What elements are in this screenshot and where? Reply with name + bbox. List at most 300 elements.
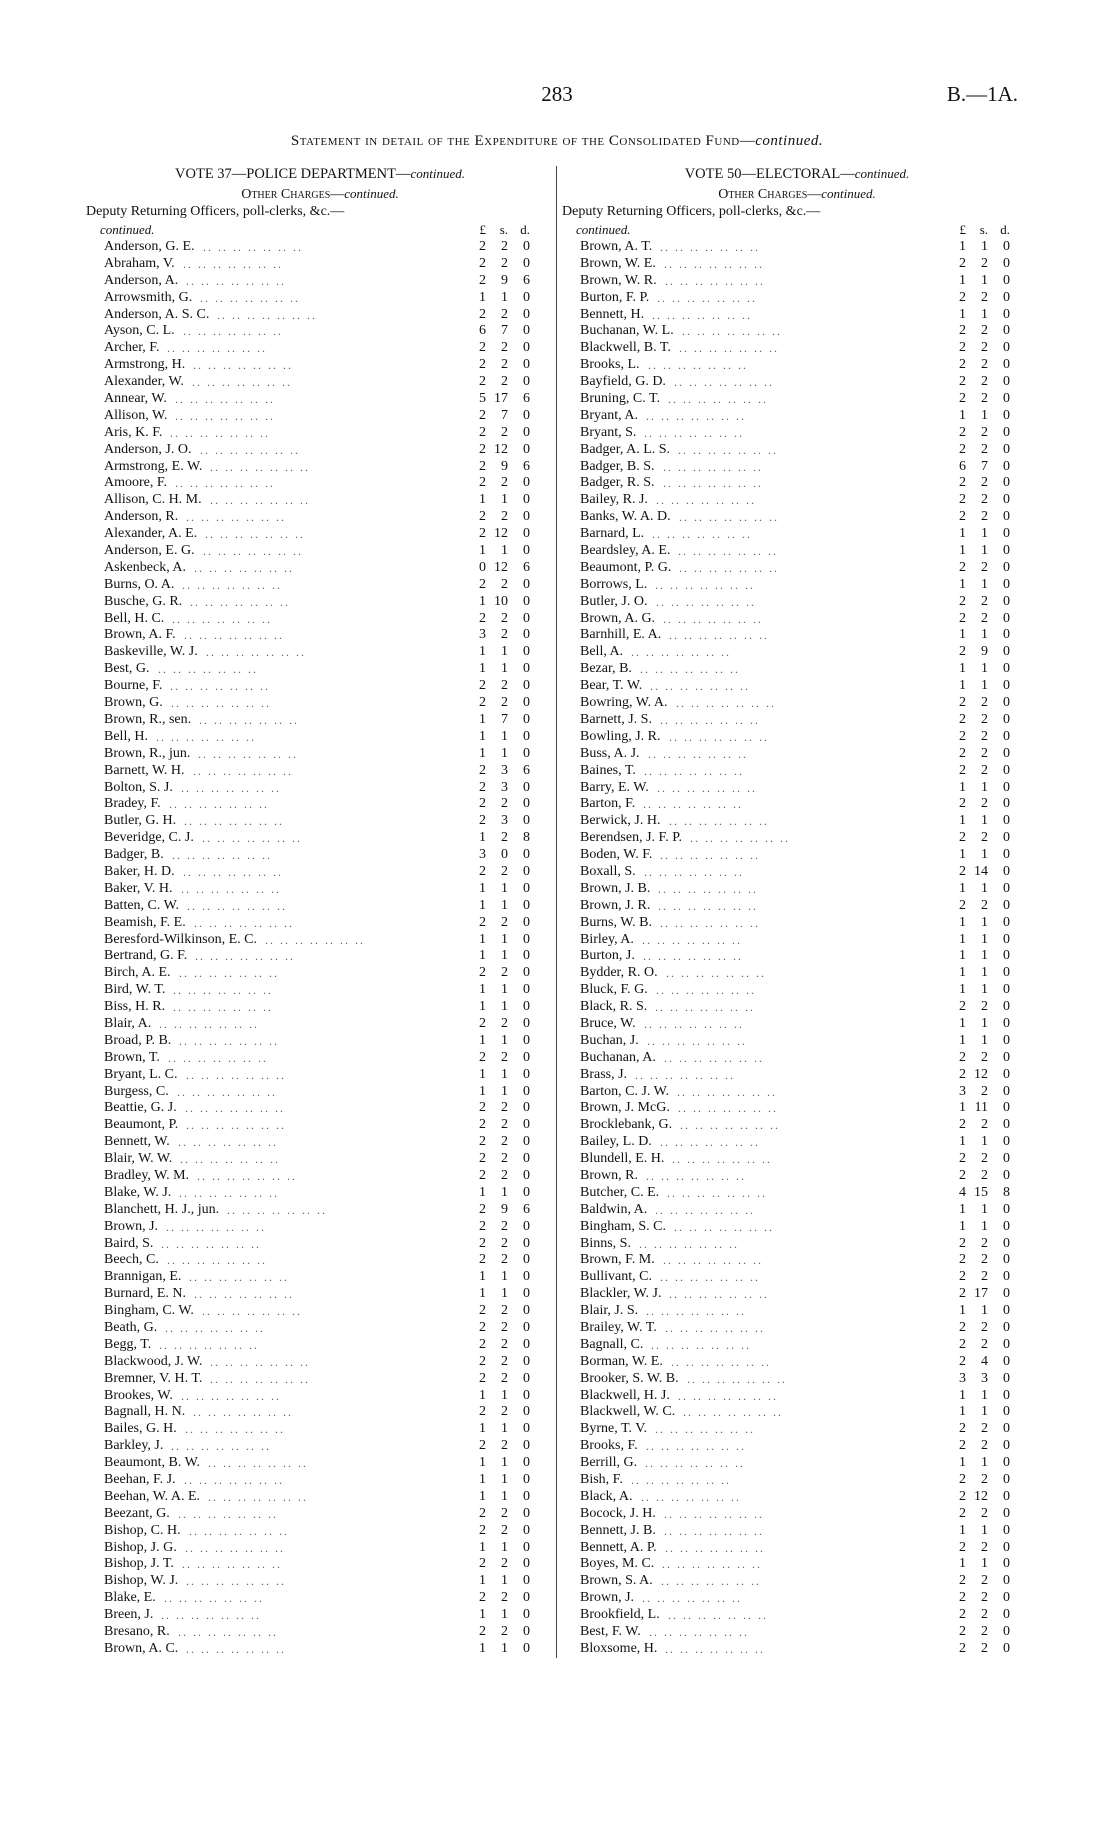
shillings-value: 2 xyxy=(501,1353,508,1369)
shillings-value: 2 xyxy=(501,340,508,356)
pence-value: 0 xyxy=(523,1184,530,1200)
table-row xyxy=(86,1303,554,1320)
leader-dots: .. .. .. .. .. .. .. xyxy=(165,1321,265,1335)
pounds-value: 2 xyxy=(479,1370,486,1386)
entry-name: Anderson, E. G. xyxy=(104,543,195,559)
table-row xyxy=(86,627,554,644)
pence-value: 0 xyxy=(1003,306,1010,322)
shillings-value: 9 xyxy=(501,272,508,288)
pence-value: 0 xyxy=(523,407,530,423)
pence-value: 6 xyxy=(523,272,530,288)
pence-value: 8 xyxy=(1003,1184,1010,1200)
shillings-value: 2 xyxy=(501,695,508,711)
entry-name: Bryant, S. xyxy=(580,424,637,440)
table-row xyxy=(562,1573,1032,1590)
leader-dots: .. .. .. .. .. .. .. xyxy=(171,1439,271,1454)
leader-dots: .. .. .. .. .. .. .. xyxy=(161,1608,261,1623)
table-row xyxy=(562,307,1032,324)
pounds-value: 2 xyxy=(479,1167,486,1183)
pence-value: 0 xyxy=(523,340,530,356)
pence-value: 0 xyxy=(1003,1032,1010,1048)
pounds-value: 2 xyxy=(959,559,966,575)
leader-dots: .. .. .. .. .. .. .. xyxy=(655,1202,755,1217)
leader-dots: .. .. .. .. .. .. .. xyxy=(644,864,744,879)
entry-name: Anderson, A. xyxy=(104,272,179,288)
shillings-value: 2 xyxy=(981,1269,988,1285)
pounds-value: 1 xyxy=(959,678,966,694)
shillings-value: 3 xyxy=(501,762,508,778)
table-row xyxy=(562,1590,1032,1607)
pence-value: 0 xyxy=(523,779,530,795)
pence-value: 0 xyxy=(523,239,530,254)
leader-dots: .. .. .. .. .. .. .. xyxy=(672,1152,772,1167)
pence-value: 0 xyxy=(523,1522,530,1538)
entry-name: Begg, T. xyxy=(104,1336,152,1352)
pounds-value: 2 xyxy=(959,289,966,305)
entry-name: Bennett, J. B. xyxy=(580,1522,656,1538)
pounds-value: 2 xyxy=(959,1167,966,1183)
pounds-value: 1 xyxy=(479,289,486,305)
pounds-header: £ xyxy=(959,222,966,237)
table-row xyxy=(562,1050,1032,1067)
entry-name: Borrows, L. xyxy=(580,576,648,592)
pounds-value: 1 xyxy=(959,931,966,947)
pounds-value: 2 xyxy=(959,1624,966,1640)
shillings-value: 1 xyxy=(981,627,988,643)
pounds-value: 2 xyxy=(959,745,966,761)
entry-name: Blackwood, J. W. xyxy=(104,1353,203,1369)
entry-name: Brown, A. C. xyxy=(104,1640,179,1656)
pounds-value: 3 xyxy=(959,1083,966,1099)
table-row xyxy=(86,459,554,476)
table-row xyxy=(562,1033,1032,1050)
table-row xyxy=(86,1489,554,1506)
pounds-value: 2 xyxy=(479,340,486,356)
pounds-value: 2 xyxy=(959,1573,966,1589)
pounds-value: 2 xyxy=(479,1522,486,1538)
entry-name: Bezar, B. xyxy=(580,661,632,677)
pence-value: 6 xyxy=(523,762,530,778)
shillings-value: 1 xyxy=(501,982,508,998)
leader-dots: .. .. .. .. .. .. .. xyxy=(655,577,755,592)
shillings-value: 1 xyxy=(981,1522,988,1538)
pence-value: 0 xyxy=(523,1336,530,1352)
entry-name: Beath, G. xyxy=(104,1320,158,1335)
charges-continued: continued. xyxy=(344,186,399,201)
leader-dots: .. .. .. .. .. .. .. xyxy=(182,577,282,592)
leader-dots: .. .. .. .. .. .. .. xyxy=(199,712,299,727)
entry-name: Armstrong, E. W. xyxy=(104,458,203,474)
pence-value: 0 xyxy=(523,1015,530,1031)
pounds-value: 1 xyxy=(959,526,966,542)
entry-name: Barry, E. W. xyxy=(580,779,649,795)
pence-value: 0 xyxy=(523,1573,530,1589)
leader-dots: .. .. .. .. .. .. .. xyxy=(660,848,760,863)
pounds-value: 0 xyxy=(479,559,486,575)
pence-value: 0 xyxy=(1003,357,1010,373)
shillings-value: 12 xyxy=(494,441,508,457)
entry-name: Buchanan, A. xyxy=(580,1049,656,1065)
pence-header: d. xyxy=(520,222,530,237)
pounds-value: 2 xyxy=(959,1640,966,1656)
pence-value: 0 xyxy=(523,576,530,592)
leader-dots: .. .. .. .. .. .. .. xyxy=(680,1118,780,1133)
leader-dots: .. .. .. .. .. .. .. xyxy=(206,645,306,660)
pounds-value: 2 xyxy=(959,323,966,339)
pence-value: 0 xyxy=(523,1252,530,1268)
table-row xyxy=(562,1117,1032,1134)
pence-value: 0 xyxy=(1003,1505,1010,1521)
entry-name: Alexander, W. xyxy=(104,374,184,390)
entry-name: Bloxsome, H. xyxy=(580,1640,658,1656)
table-row xyxy=(86,948,554,965)
pounds-value: 1 xyxy=(479,931,486,947)
entry-name: Boden, W. F. xyxy=(580,847,653,863)
shillings-value: 2 xyxy=(981,1590,988,1606)
leader-dots: .. .. .. .. .. .. .. xyxy=(175,392,275,407)
shillings-value: 2 xyxy=(501,239,508,254)
statement-continued: continued. xyxy=(755,133,824,149)
pounds-value: 1 xyxy=(959,1015,966,1031)
pounds-value: 2 xyxy=(479,1049,486,1065)
pence-value: 0 xyxy=(523,1556,530,1572)
shillings-value: 12 xyxy=(974,1488,988,1504)
table-row xyxy=(562,459,1032,476)
pence-value: 6 xyxy=(523,1201,530,1217)
entry-name: Baird, S. xyxy=(104,1235,154,1251)
entry-name: Busche, G. R. xyxy=(104,593,183,609)
table-row xyxy=(86,1269,554,1286)
pence-value: 0 xyxy=(523,728,530,744)
leader-dots: .. .. .. .. .. .. .. xyxy=(210,493,310,508)
leader-dots: .. .. .. .. .. .. .. xyxy=(639,1236,739,1251)
shillings-value: 2 xyxy=(981,1573,988,1589)
leader-dots: .. .. .. .. .. .. .. xyxy=(647,1033,747,1048)
shillings-value: 2 xyxy=(501,830,508,846)
table-row xyxy=(562,780,1032,797)
pence-value: 0 xyxy=(1003,593,1010,609)
entry-name: Brooker, S. W. B. xyxy=(580,1370,679,1386)
pounds-value: 2 xyxy=(959,1505,966,1521)
leader-dots: .. .. .. .. .. .. .. xyxy=(644,763,744,778)
pounds-value: 2 xyxy=(959,1117,966,1133)
entry-name: Brown, S. A. xyxy=(580,1573,653,1589)
leader-dots: .. .. .. .. .. .. .. xyxy=(664,1523,764,1538)
table-row xyxy=(562,1134,1032,1151)
table-row xyxy=(562,1556,1032,1573)
pounds-value: 1 xyxy=(959,813,966,829)
pence-value: 0 xyxy=(523,543,530,559)
leader-dots: .. .. .. .. .. .. .. xyxy=(183,324,283,339)
entry-name: Brown, T. xyxy=(104,1049,160,1065)
pence-value: 0 xyxy=(1003,914,1010,930)
table-row xyxy=(86,1219,554,1236)
pounds-value: 1 xyxy=(959,576,966,592)
pounds-value: 2 xyxy=(959,1472,966,1488)
table-row xyxy=(562,425,1032,442)
shillings-value: 2 xyxy=(981,728,988,744)
shillings-value: 2 xyxy=(981,762,988,778)
leader-dots: .. .. .. .. .. .. .. xyxy=(646,1304,746,1319)
leader-dots: .. .. .. .. .. .. .. xyxy=(660,712,760,727)
pounds-value: 2 xyxy=(479,1201,486,1217)
pence-value: 0 xyxy=(1003,863,1010,879)
pounds-value: 2 xyxy=(479,1303,486,1319)
table-row xyxy=(562,864,1032,881)
leader-dots: .. .. .. .. .. .. .. xyxy=(665,1321,765,1335)
table-row xyxy=(562,1252,1032,1269)
entry-name: Bradey, F. xyxy=(104,796,161,812)
shillings-value: 7 xyxy=(501,323,508,339)
section-heading xyxy=(86,203,554,239)
pounds-value: 2 xyxy=(479,863,486,879)
pence-value: 0 xyxy=(523,1218,530,1234)
entry-name: Burton, J. xyxy=(580,948,635,964)
pounds-value: 2 xyxy=(479,306,486,322)
table-row xyxy=(562,1438,1032,1455)
pence-value: 0 xyxy=(1003,1235,1010,1251)
table-row xyxy=(86,881,554,898)
entry-name: Berrill, G. xyxy=(580,1455,638,1471)
leader-dots: .. .. .. .. .. .. .. xyxy=(186,510,286,525)
shillings-value: 2 xyxy=(501,1049,508,1065)
pence-value: 0 xyxy=(523,475,530,491)
table-row xyxy=(86,1506,554,1523)
table-row xyxy=(562,932,1032,949)
leader-dots: .. .. .. .. .. .. .. xyxy=(667,1185,767,1200)
pence-value: 0 xyxy=(523,863,530,879)
pence-value: 0 xyxy=(1003,239,1010,254)
leader-dots: .. .. .. .. .. .. .. xyxy=(195,949,295,964)
shillings-value: 1 xyxy=(981,239,988,254)
leader-dots: .. .. .. .. .. .. .. xyxy=(678,1101,778,1116)
shillings-value: 2 xyxy=(981,424,988,440)
leader-dots: .. .. .. .. .. .. .. xyxy=(643,949,743,964)
table-row xyxy=(86,1134,554,1151)
shillings-value: 1 xyxy=(981,1556,988,1572)
pounds-value: 1 xyxy=(479,1083,486,1099)
entry-name: Barkley, J. xyxy=(104,1438,164,1454)
shillings-value: 1 xyxy=(501,1286,508,1302)
pence-value: 0 xyxy=(523,306,530,322)
entry-name: Beaumont, P. G. xyxy=(580,559,672,575)
pence-value: 0 xyxy=(1003,1607,1010,1623)
shillings-value: 1 xyxy=(981,1032,988,1048)
pounds-value: 1 xyxy=(959,1303,966,1319)
leader-dots: .. .. .. .. .. .. .. xyxy=(210,1371,310,1386)
shillings-value: 1 xyxy=(981,543,988,559)
entry-name: Bingham, S. C. xyxy=(580,1218,666,1234)
pence-value: 0 xyxy=(523,424,530,440)
entry-name: Bertrand, G. F. xyxy=(104,948,188,964)
shillings-value: 2 xyxy=(981,1539,988,1555)
pence-value: 0 xyxy=(1003,391,1010,407)
shillings-value: 2 xyxy=(501,914,508,930)
vote-title: VOTE 37—POLICE DEPARTMENT— xyxy=(175,166,411,182)
pounds-value: 2 xyxy=(479,424,486,440)
shillings-value: 2 xyxy=(501,1438,508,1454)
pounds-value: 2 xyxy=(479,813,486,829)
table-row xyxy=(562,408,1032,425)
leader-dots: .. .. .. .. .. .. .. xyxy=(202,1304,302,1319)
leader-dots: .. .. .. .. .. .. .. xyxy=(650,679,750,694)
entry-name: Barton, C. J. W. xyxy=(580,1083,670,1099)
pounds-value: 2 xyxy=(479,374,486,390)
pence-value: 0 xyxy=(1003,340,1010,356)
leader-dots: .. .. .. .. .. .. .. xyxy=(227,1202,327,1217)
entry-name: Burns, W. B. xyxy=(580,914,652,930)
shillings-value: 2 xyxy=(501,1100,508,1116)
pence-value: 0 xyxy=(1003,728,1010,744)
pounds-value: 1 xyxy=(479,1269,486,1285)
shillings-value: 1 xyxy=(981,576,988,592)
shillings-value: 1 xyxy=(501,1488,508,1504)
pence-value: 0 xyxy=(523,1066,530,1082)
vote-title: VOTE 50—ELECTORAL— xyxy=(684,166,855,182)
shillings-value: 1 xyxy=(501,745,508,761)
pence-value: 0 xyxy=(523,1235,530,1251)
table-row xyxy=(562,746,1032,763)
leader-dots: .. .. .. .. .. .. .. xyxy=(171,696,271,711)
pence-value: 0 xyxy=(523,1455,530,1471)
pounds-value: 1 xyxy=(959,1100,966,1116)
entry-name: Anderson, R. xyxy=(104,509,179,525)
leader-dots: .. .. .. .. .. .. .. xyxy=(186,1067,286,1082)
pence-value: 0 xyxy=(1003,509,1010,525)
pence-value: 0 xyxy=(523,1505,530,1521)
shillings-value: 1 xyxy=(501,897,508,913)
shillings-value: 2 xyxy=(981,1252,988,1268)
pence-value: 0 xyxy=(1003,678,1010,694)
table-row xyxy=(562,644,1032,661)
pounds-value: 2 xyxy=(959,999,966,1015)
pence-value: 0 xyxy=(523,965,530,981)
section-continued: continued. xyxy=(576,222,631,237)
pounds-value: 1 xyxy=(479,1286,486,1302)
table-row xyxy=(562,898,1032,915)
shillings-value: 1 xyxy=(981,526,988,542)
leader-dots: .. .. .. .. .. .. .. xyxy=(167,1253,267,1268)
entry-name: Allison, C. H. M. xyxy=(104,492,202,508)
pounds-value: 2 xyxy=(959,1269,966,1285)
pence-value: 0 xyxy=(523,1472,530,1488)
leader-dots: .. .. .. .. .. .. .. xyxy=(664,1050,764,1065)
pence-value: 0 xyxy=(1003,982,1010,998)
entry-name: Broad, P. B. xyxy=(104,1032,172,1048)
pounds-value: 2 xyxy=(959,1049,966,1065)
entry-name: Brocklebank, G. xyxy=(580,1117,673,1133)
pounds-value: 2 xyxy=(959,1607,966,1623)
leader-dots: .. .. .. .. .. .. .. xyxy=(217,307,317,322)
entry-name: Bowring, W. A. xyxy=(580,695,668,711)
shillings-value: 2 xyxy=(501,1015,508,1031)
leader-dots: .. .. .. .. .. .. .. xyxy=(663,1253,763,1268)
pounds-value: 1 xyxy=(479,1421,486,1437)
pounds-value: 2 xyxy=(959,1066,966,1082)
entry-name: Bennett, H. xyxy=(580,306,645,322)
leader-dots: .. .. .. .. .. .. .. xyxy=(665,1540,765,1555)
leader-dots: .. .. .. .. .. .. .. xyxy=(660,915,760,930)
pence-value: 0 xyxy=(1003,458,1010,474)
shillings-value: 9 xyxy=(501,458,508,474)
shillings-value: 1 xyxy=(501,999,508,1015)
shillings-value: 2 xyxy=(501,255,508,271)
table-row xyxy=(86,864,554,881)
leader-dots: .. .. .. .. .. .. .. xyxy=(187,898,287,913)
table-row xyxy=(562,1320,1032,1337)
table-row xyxy=(86,1252,554,1269)
shillings-value: 2 xyxy=(501,627,508,643)
leader-dots: .. .. .. .. .. .. .. xyxy=(655,1000,755,1015)
shillings-value: 1 xyxy=(501,1421,508,1437)
pounds-value: 2 xyxy=(959,1151,966,1167)
entry-name: Brookfield, L. xyxy=(580,1607,660,1623)
pounds-value: 2 xyxy=(479,1252,486,1268)
pence-value: 0 xyxy=(523,678,530,694)
shillings-value: 2 xyxy=(981,1624,988,1640)
shillings-value: 1 xyxy=(501,1269,508,1285)
entry-name: Biss, H. R. xyxy=(104,999,166,1015)
shillings-value: 1 xyxy=(501,492,508,508)
shillings-value: 2 xyxy=(981,1640,988,1656)
entry-name: Brown, A. G. xyxy=(580,610,656,626)
leader-dots: .. .. .. .. .. .. .. xyxy=(642,932,742,947)
pence-value: 0 xyxy=(523,526,530,542)
pounds-header: £ xyxy=(479,222,486,237)
leader-dots: .. .. .. .. .. .. .. xyxy=(652,527,752,542)
table-row xyxy=(86,1540,554,1557)
pence-value: 0 xyxy=(523,796,530,812)
pounds-value: 1 xyxy=(479,728,486,744)
table-row xyxy=(562,611,1032,628)
pence-value: 0 xyxy=(523,1539,530,1555)
leader-dots: .. .. .. .. .. .. .. xyxy=(202,831,302,846)
entry-name: Barton, F. xyxy=(580,796,636,812)
shillings-value: 2 xyxy=(981,374,988,390)
entry-name: Buchan, J. xyxy=(580,1032,639,1048)
table-row xyxy=(86,661,554,678)
table-row xyxy=(86,847,554,864)
pence-value: 0 xyxy=(1003,644,1010,660)
pence-value: 0 xyxy=(1003,762,1010,778)
leader-dots: .. .. .. .. .. .. .. xyxy=(161,1236,261,1251)
leader-dots: .. .. .. .. .. .. .. xyxy=(661,1574,761,1589)
table-row xyxy=(86,1286,554,1303)
table-row xyxy=(86,357,554,374)
pounds-value: 2 xyxy=(479,1218,486,1234)
table-row xyxy=(562,678,1032,695)
leader-dots: .. .. .. .. .. .. .. xyxy=(173,1000,273,1015)
pounds-value: 2 xyxy=(959,1488,966,1504)
leader-dots: .. .. .. .. .. .. .. xyxy=(164,1591,264,1606)
leader-dots: .. .. .. .. .. .. .. xyxy=(662,1557,762,1572)
leader-dots: .. .. .. .. .. .. .. xyxy=(203,544,303,559)
pounds-value: 2 xyxy=(959,1353,966,1369)
leader-dots: .. .. .. .. .. .. .. xyxy=(208,1456,308,1471)
leader-dots: .. .. .. .. .. .. .. xyxy=(655,1422,755,1437)
shillings-value: 1 xyxy=(981,847,988,863)
table-row xyxy=(86,915,554,932)
leader-dots: .. .. .. .. .. .. .. xyxy=(166,1219,266,1234)
entry-name: Baker, V. H. xyxy=(104,880,173,896)
pence-value: 0 xyxy=(523,1286,530,1302)
entry-name: Bydder, R. O. xyxy=(580,965,658,981)
entry-name: Bourne, F. xyxy=(104,678,163,694)
pence-value: 0 xyxy=(523,610,530,626)
pounds-value: 1 xyxy=(479,1455,486,1471)
shillings-value: 1 xyxy=(501,1607,508,1623)
pence-value: 0 xyxy=(523,1032,530,1048)
